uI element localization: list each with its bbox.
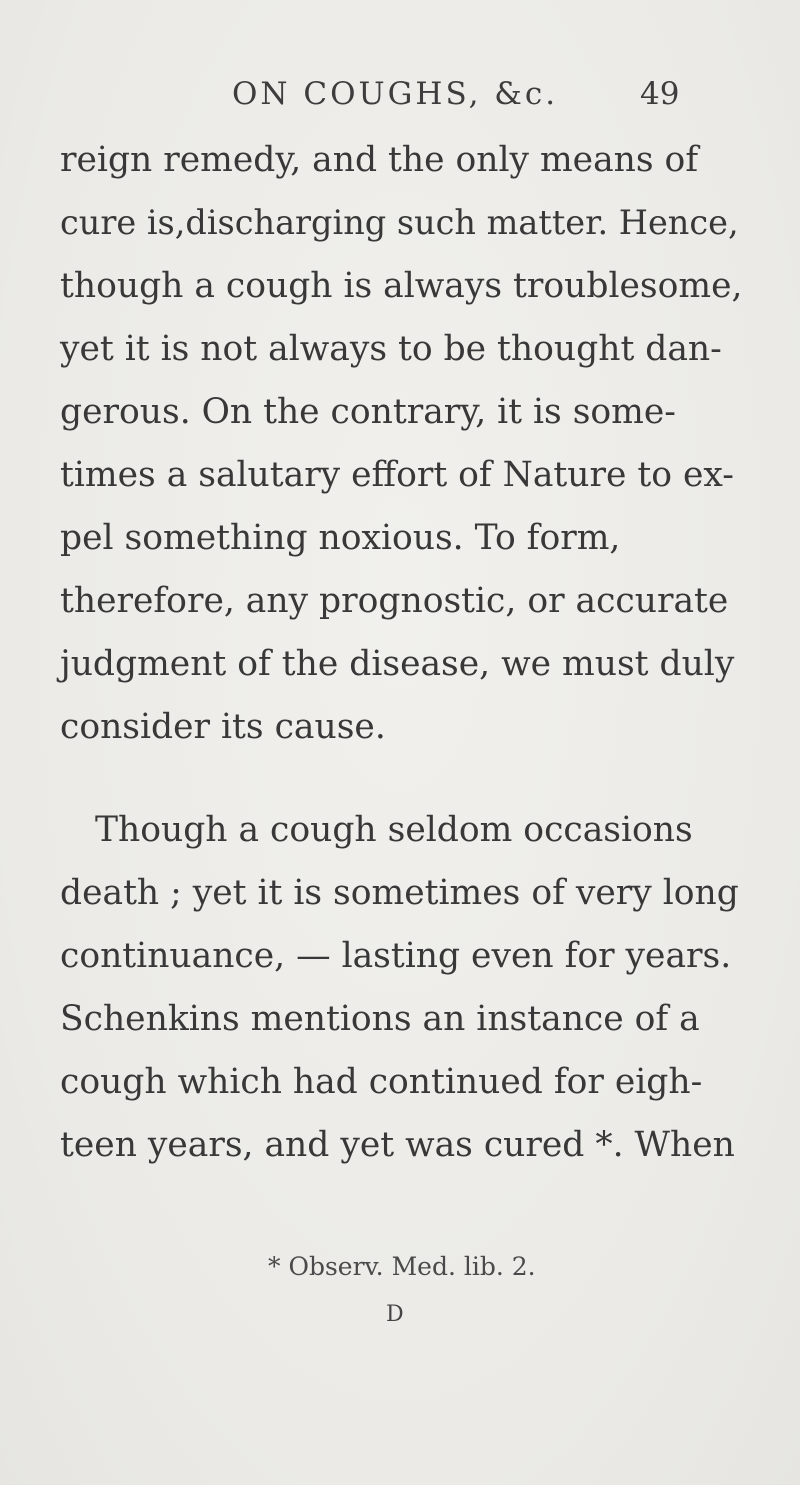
footnote: * Observ. Med. lib. 2. xyxy=(268,1252,536,1281)
text-line: reign remedy, and the only means of xyxy=(60,140,699,180)
text-line: death ; yet it is sometimes of very long xyxy=(60,873,739,913)
text-line: judgment of the disease, we must duly xyxy=(60,644,735,684)
page-number: 49 xyxy=(640,76,680,112)
text-line: yet it is not always to be thought dan- xyxy=(60,329,722,369)
text-line: Though a cough seldom occasions xyxy=(95,810,693,850)
text-line: cure is,discharging such matter. Hence, xyxy=(60,203,739,242)
running-head xyxy=(0,76,800,116)
signature-mark: D xyxy=(386,1302,404,1327)
text-line: teen years, and yet was cured *. When xyxy=(60,1125,735,1165)
text-line: consider its cause. xyxy=(60,707,386,747)
text-line: though a cough is always troublesome, xyxy=(60,266,743,306)
text-line: Schenkins mentions an instance of a xyxy=(60,999,700,1039)
text-line: continuance, — lasting even for years. xyxy=(60,936,732,976)
running-title: ON COUGHS, &c. xyxy=(232,76,559,112)
text-line: pel something noxious. To form, xyxy=(60,518,621,558)
text-line: gerous. On the contrary, it is some- xyxy=(60,392,676,432)
text-line: cough which had continued for eigh- xyxy=(60,1062,703,1102)
text-line: therefore, any prognostic, or accurate xyxy=(60,581,729,621)
text-line: times a salutary effort of Nature to ex- xyxy=(60,455,734,495)
